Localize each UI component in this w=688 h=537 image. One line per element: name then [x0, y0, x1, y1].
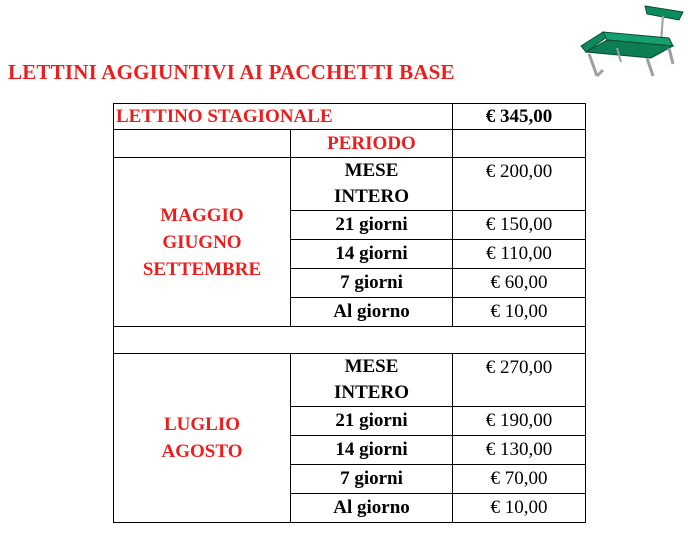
duration-label: 14 giorni	[335, 439, 408, 460]
price-cell: € 10,00	[453, 494, 586, 523]
duration-cell	[291, 407, 453, 436]
page-title: LETTINI AGGIUNTIVI AI PACCHETTI BASE	[8, 60, 455, 84]
price-table	[113, 103, 586, 523]
empty-cell	[453, 130, 586, 158]
period-header-row	[114, 130, 586, 158]
duration-label: MESE	[344, 160, 399, 181]
period-month: SETTEMBRE	[142, 258, 262, 280]
price-cell: € 200,00	[453, 158, 586, 211]
price-cell: € 270,00	[453, 354, 586, 407]
duration-cell	[291, 240, 453, 269]
duration-cell	[291, 465, 453, 494]
period-header: PERIODO	[291, 130, 453, 158]
empty-cell	[114, 327, 586, 354]
duration-cell	[291, 158, 453, 211]
table-row	[114, 158, 586, 211]
seasonal-row	[114, 104, 586, 130]
period-month: AGOSTO	[161, 441, 243, 462]
spacer-row	[114, 327, 586, 354]
seasonal-price: € 345,00	[453, 104, 586, 130]
table-row	[114, 354, 586, 407]
duration-label: Al giorno	[333, 301, 410, 322]
duration-cell	[291, 211, 453, 240]
sun-lounger-icon	[577, 2, 685, 80]
duration-cell	[291, 494, 453, 523]
period-month: GIUGNO	[162, 231, 242, 253]
duration-label: 21 giorni	[335, 214, 408, 235]
duration-label: 7 giorni	[340, 272, 403, 293]
duration-label: MESE	[344, 356, 399, 377]
duration-label: INTERO	[334, 186, 409, 207]
duration-cell	[291, 354, 453, 407]
empty-cell	[114, 130, 291, 158]
period-months-cell	[114, 158, 291, 327]
period-months-cell	[114, 354, 291, 523]
duration-cell	[291, 436, 453, 465]
period-month: LUGLIO	[163, 414, 241, 435]
duration-label: 7 giorni	[340, 468, 403, 489]
duration-cell	[291, 298, 453, 327]
duration-label: 14 giorni	[335, 243, 408, 264]
duration-label: Al giorno	[333, 497, 410, 518]
price-cell: € 70,00	[453, 465, 586, 494]
price-cell: € 60,00	[453, 269, 586, 298]
period-month: MAGGIO	[160, 204, 244, 226]
duration-label: INTERO	[334, 382, 409, 403]
price-cell: € 150,00	[453, 211, 586, 240]
seasonal-label: LETTINO STAGIONALE	[114, 104, 453, 130]
duration-cell	[291, 269, 453, 298]
duration-label: 21 giorni	[335, 410, 408, 431]
price-cell: € 130,00	[453, 436, 586, 465]
price-cell: € 190,00	[453, 407, 586, 436]
price-cell: € 110,00	[453, 240, 586, 269]
price-cell: € 10,00	[453, 298, 586, 327]
